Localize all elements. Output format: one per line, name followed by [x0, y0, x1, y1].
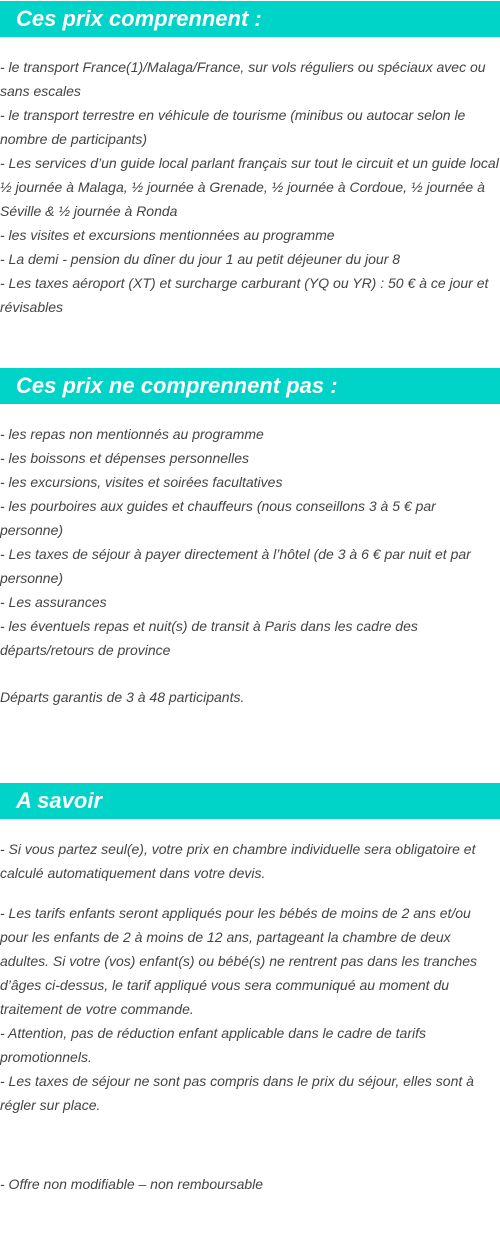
- includes-item: - La demi - pension du dîner du jour 1 au petit déjeuner du jour 8: [0, 251, 401, 267]
- includes-item: - le transport terrestre en véhicule de tourisme (minibus ou autocar selon le nombre de participants): [0, 107, 466, 147]
- includes-item: - les visites et excursions mentionnées au programme: [0, 227, 335, 243]
- excludes-item: - les repas non mentionnés au programme: [0, 426, 264, 442]
- info-item: - Attention, pas de réduction enfant applicable dans le cadre de tarifs promotionnels.: [0, 1025, 426, 1065]
- excludes-item: - Les taxes de séjour à payer directement à l’hôtel (de 3 à 6 € par nuit et par personne): [0, 546, 471, 586]
- info-header: A savoir: [0, 783, 500, 819]
- includes-header: Ces prix comprennent :: [0, 1, 500, 37]
- excludes-item: - les éventuels repas et nuit(s) de transit à Paris dans les cadre des départs/retours de province: [0, 618, 418, 658]
- info-item: - Les tarifs enfants seront appliqués pour les bébés de moins de 2 ans et/ou pour les enfants de 2 à moins de 12 ans, partageant la chambre de deux adultes. Si votre (vos) enfant(s) ou bébé(s) ne rentrent pas dans les tranches d’âges ci-dessus, le tarif appliqué vous sera communiqué au moment du traitement de votre commande.: [0, 905, 478, 1017]
- offer-note: - Offre non modifiable – non remboursable: [0, 1176, 264, 1192]
- single-room-note: - Si vous partez seul(e), votre prix en chambre individuelle sera obligatoire et calculé automatiquement dans votre devis.: [0, 841, 476, 881]
- includes-item: - Les taxes aéroport (XT) et surcharge carburant (YQ ou YR) : 50 € à ce jour et révisables: [0, 275, 489, 315]
- departure-guarantee: Départs garantis de 3 à 48 participants.: [0, 689, 245, 705]
- excludes-item: - les excursions, visites et soirées facultatives: [0, 474, 283, 490]
- info-list: [0, 901, 500, 1117]
- excludes-list: [0, 422, 500, 662]
- info-item: - Les taxes de séjour ne sont pas compris dans le prix du séjour, elles sont à régler sur place.: [0, 1073, 474, 1113]
- includes-item: - le transport France(1)/Malaga/France, sur vols réguliers ou spéciaux avec ou sans escales: [0, 59, 486, 99]
- excludes-item: - les boissons et dépenses personnelles: [0, 450, 250, 466]
- excludes-item: - Les assurances: [0, 594, 107, 610]
- excludes-item: - les pourboires aux guides et chauffeurs (nous conseillons 3 à 5 € par personne): [0, 498, 436, 538]
- includes-list: [0, 55, 500, 319]
- includes-item: - Les services d’un guide local parlant français sur tout le circuit et un guide local ½ journée à Malaga, ½ journée à Grenade, ½ journée à Cordoue, ½ journée à Séville & ½ journée à Ronda: [0, 155, 499, 219]
- excludes-header: Ces prix ne comprennent pas :: [0, 368, 500, 404]
